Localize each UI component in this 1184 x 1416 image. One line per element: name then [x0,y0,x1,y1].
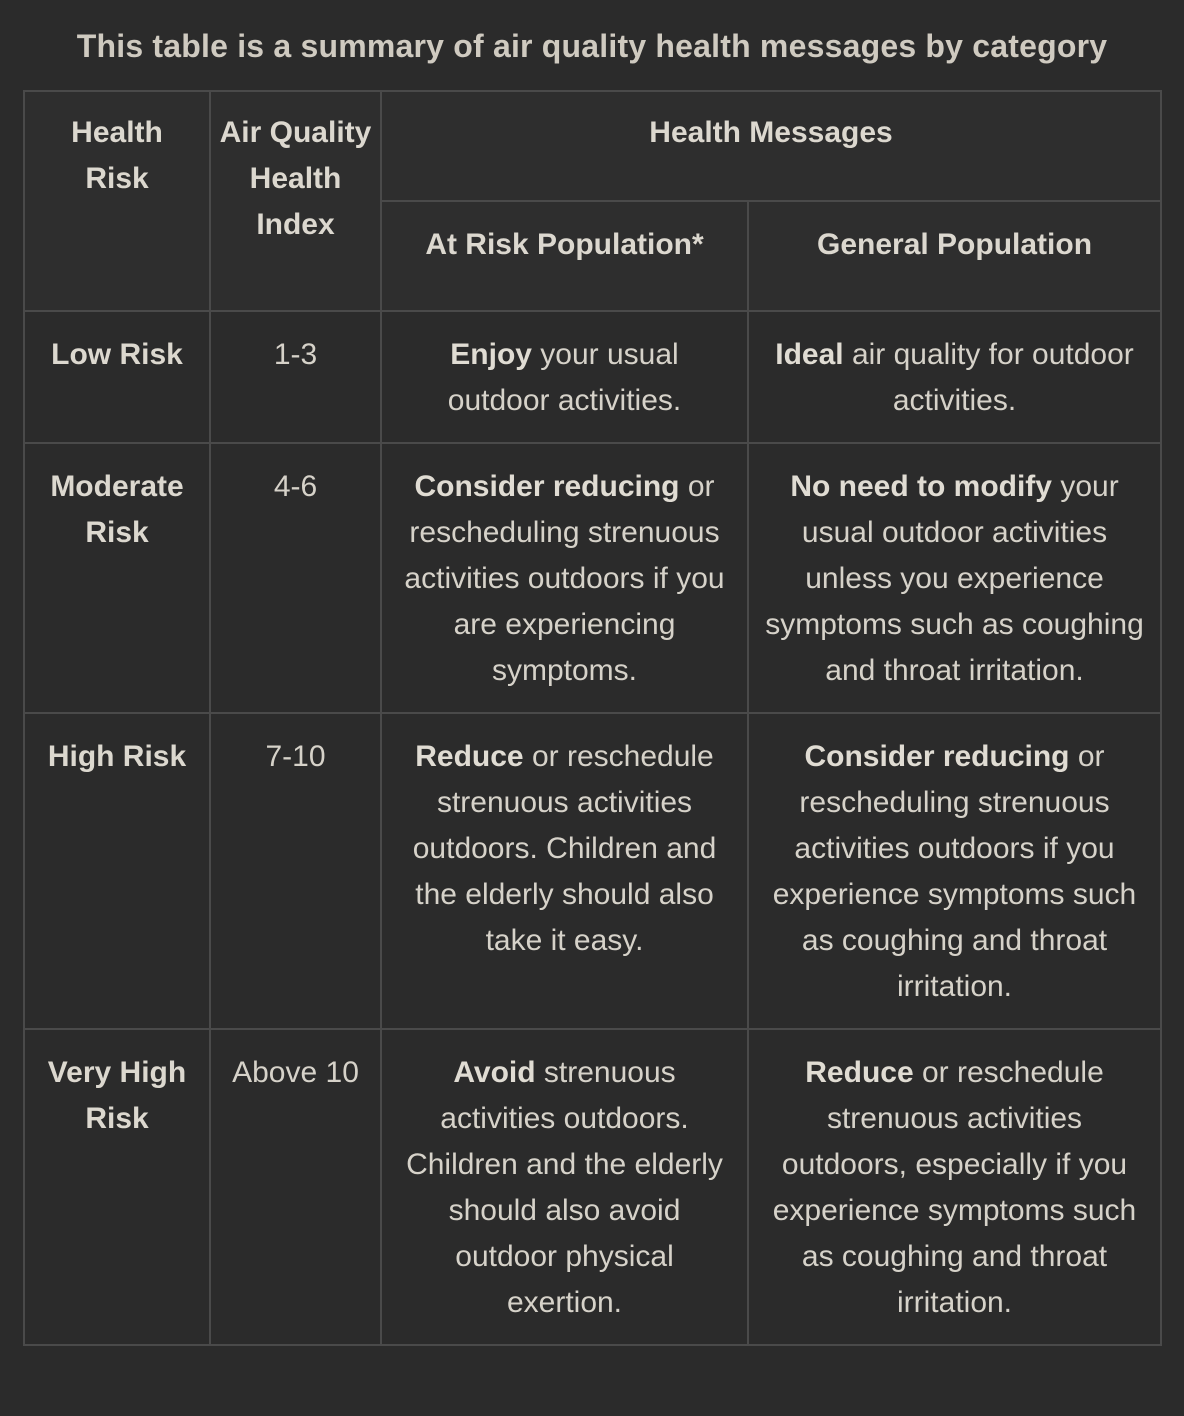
message-emphasis: Ideal [775,338,844,371]
general-message [748,443,1161,713]
message-emphasis: No need to modify [790,470,1052,503]
aqhi-range: 4-6 [210,443,381,713]
message-emphasis: Reduce [805,1056,914,1089]
message-emphasis: Consider reducing [804,740,1070,773]
risk-level: High Risk [24,713,210,1029]
message-text: strenuous activities outdoors. Children and the elderly should also avoid outdoor physical exertion. [406,1056,723,1319]
risk-level: Moderate Risk [24,443,210,713]
message-text: your usual outdoor activities. [447,338,682,417]
message-text: your usual outdoor activities unless you experience symptoms such as coughing and throat irritation. [765,470,1144,687]
general-message [748,1029,1161,1345]
header-at-risk-population: At Risk Population* [381,201,748,311]
message-text: or rescheduling strenuous activities outdoors if you experience symptoms such as coughing and throat irritation. [772,740,1137,1003]
aqhi-range: 7-10 [210,713,381,1029]
message-emphasis: Reduce [415,740,524,773]
aqhi-range: Above 10 [210,1029,381,1345]
table-row [24,443,1161,713]
header-aqhi: Air Quality Health Index [210,91,381,311]
table-row [24,311,1161,443]
header-health-messages: Health Messages [381,91,1161,201]
at-risk-message [381,311,748,443]
message-emphasis: Avoid [453,1056,536,1089]
general-message [748,713,1161,1029]
message-text: or reschedule strenuous activities outdoors, especially if you experience symptoms such as coughing and throat irritation. [772,1056,1137,1319]
at-risk-message [381,1029,748,1345]
message-text: air quality for outdoor activities. [843,338,1134,417]
header-row-top [24,91,1161,201]
table-row [24,1029,1161,1345]
risk-level: Low Risk [24,311,210,443]
table-caption: This table is a summary of air quality health messages by category [76,28,1108,64]
message-text: or rescheduling strenuous activities outdoors if you are experiencing symptoms. [404,470,725,687]
message-emphasis: Consider reducing [414,470,680,503]
aqhi-range: 1-3 [210,311,381,443]
general-message [748,311,1161,443]
message-text: or reschedule strenuous activities outdoors. Children and the elderly should also take it easy. [412,740,717,957]
aqhi-table [23,90,1162,1346]
at-risk-message [381,443,748,713]
message-emphasis: Enjoy [450,338,532,371]
at-risk-message [381,713,748,1029]
header-general-population: General Population [748,201,1161,311]
header-health-risk: Health Risk [24,91,210,311]
table-row [24,713,1161,1029]
risk-level: Very High Risk [24,1029,210,1345]
